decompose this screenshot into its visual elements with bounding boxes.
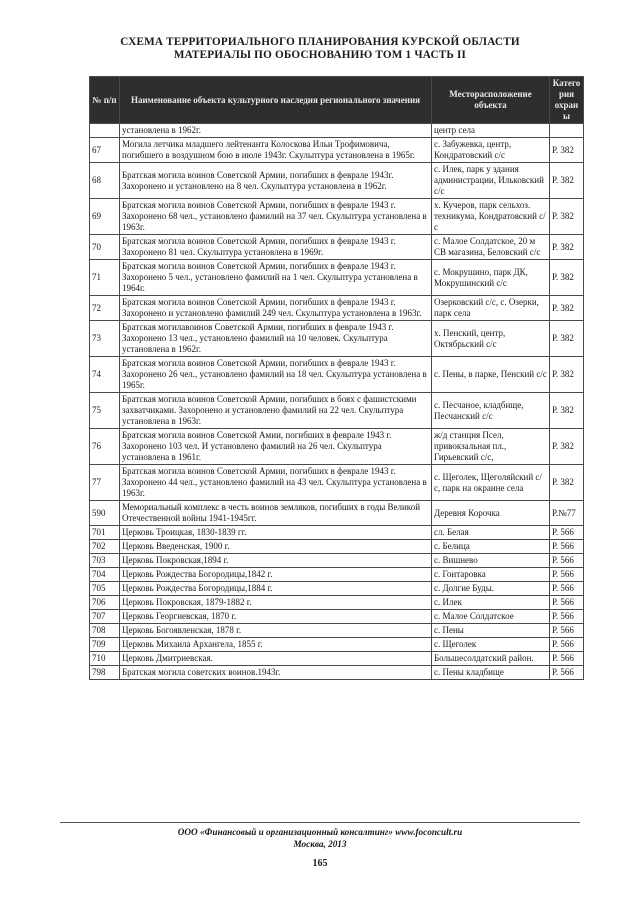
document-title bbox=[60, 36, 580, 62]
object-location-cell: с. Пены bbox=[432, 624, 550, 638]
row-number-cell: 708 bbox=[90, 624, 120, 638]
row-number-cell: 710 bbox=[90, 652, 120, 666]
row-number-cell: 706 bbox=[90, 596, 120, 610]
object-location-cell: с. Малое Солдатское bbox=[432, 610, 550, 624]
table-header-row bbox=[90, 77, 584, 124]
title-line-2: МАТЕРИАЛЫ ПО ОБОСНОВАНИЮ ТОМ 1 ЧАСТЬ II bbox=[173, 49, 467, 61]
row-number-cell: 701 bbox=[90, 526, 120, 540]
object-location-cell: сл. Белая bbox=[432, 526, 550, 540]
protection-category-cell: Р. 566 bbox=[550, 568, 584, 582]
object-location-cell: ж/д станция Псел, привокзальная пл., Гирьевский с/с, bbox=[432, 429, 550, 465]
object-location-cell: с. Илек bbox=[432, 596, 550, 610]
row-number-cell: 75 bbox=[90, 393, 120, 429]
protection-category-cell: Р. 382 bbox=[550, 296, 584, 321]
row-number-cell: 68 bbox=[90, 163, 120, 199]
table-row bbox=[90, 260, 584, 296]
title-line-1: СХЕМА ТЕРРИТОРИАЛЬНОГО ПЛАНИРОВАНИЯ КУРСКОЙ ОБЛАСТИ bbox=[120, 36, 520, 48]
table-row bbox=[90, 199, 584, 235]
object-location-cell: с. Пены, в парке, Пенский с/с bbox=[432, 357, 550, 393]
protection-category-cell: Р. 566 bbox=[550, 554, 584, 568]
object-name-cell: Могила летчика младшего лейтенанта Колоскова Ильи Трофимовича, погибшего в воздушном бою в июле 1943г. Скульптура установлена в 1965г. bbox=[120, 138, 432, 163]
table-row bbox=[90, 321, 584, 357]
object-location-cell: х. Пенский, центр, Октябрьский с/с bbox=[432, 321, 550, 357]
object-name-cell: Братская могила воинов Советской Армии, погибших в боях с фашистскими захватчиками. Захоронено и установлено фамилий на 22 чел. Скульптура установлена в 1963г. bbox=[120, 393, 432, 429]
row-number-cell: 76 bbox=[90, 429, 120, 465]
table-row bbox=[90, 163, 584, 199]
protection-category-cell: Р. 566 bbox=[550, 624, 584, 638]
page-footer bbox=[60, 822, 580, 850]
row-number-cell: 702 bbox=[90, 540, 120, 554]
object-location-cell: с. Забужевка, центр, Кондратовский с/с bbox=[432, 138, 550, 163]
row-number-cell: 705 bbox=[90, 582, 120, 596]
table-row bbox=[90, 638, 584, 652]
protection-category-cell: Р. 382 bbox=[550, 199, 584, 235]
protection-category-cell: Р. 382 bbox=[550, 260, 584, 296]
table-row bbox=[90, 124, 584, 138]
protection-category-cell: Р. 382 bbox=[550, 138, 584, 163]
protection-category-cell: Р. 382 bbox=[550, 393, 584, 429]
object-location-cell: с. Пены кладбище bbox=[432, 666, 550, 680]
row-number-cell: 709 bbox=[90, 638, 120, 652]
protection-category-cell: Р. 382 bbox=[550, 163, 584, 199]
table-row bbox=[90, 501, 584, 526]
table-body bbox=[90, 124, 584, 680]
object-location-cell: Большесолдатский район. bbox=[432, 652, 550, 666]
table-row bbox=[90, 296, 584, 321]
object-location-cell: центр села bbox=[432, 124, 550, 138]
object-name-cell: Братская могилавоинов Советской Армии, погибших в феврале 1943 г. Захоронено 13 чел., установлено фамилий на 10 человек. Скульптура установлена в 1962г. bbox=[120, 321, 432, 357]
protection-category-cell: Р. 382 bbox=[550, 321, 584, 357]
row-number-cell: 704 bbox=[90, 568, 120, 582]
protection-category-cell: Р. 566 bbox=[550, 540, 584, 554]
object-location-cell: с. Вишнево bbox=[432, 554, 550, 568]
table-row bbox=[90, 393, 584, 429]
heritage-objects-table bbox=[89, 76, 584, 680]
row-number-cell bbox=[90, 124, 120, 138]
object-location-cell: с. Мокрушино, парк ДК, Мокрушинский с/с bbox=[432, 260, 550, 296]
object-name-cell: Братская могила воинов Советской Армии, погибших в феврале 1943 г. Захоронено 68 чел., установлено фамилий на 37 чел. Скульптура установлена в 1963г. bbox=[120, 199, 432, 235]
protection-category-cell: Р. 566 bbox=[550, 610, 584, 624]
row-number-cell: 71 bbox=[90, 260, 120, 296]
protection-category-cell: Р. 566 bbox=[550, 526, 584, 540]
table-row bbox=[90, 624, 584, 638]
object-name-cell: Церковь Троицкая, 1830-1839 гг. bbox=[120, 526, 432, 540]
table-row bbox=[90, 138, 584, 163]
object-name-cell: Церковь Богоявленская, 1878 г. bbox=[120, 624, 432, 638]
row-number-cell: 798 bbox=[90, 666, 120, 680]
object-name-cell: Церковь Рождества Богородицы,1884 г. bbox=[120, 582, 432, 596]
protection-category-cell: Р. 566 bbox=[550, 666, 584, 680]
column-header-number: № п/п bbox=[90, 77, 120, 124]
row-number-cell: 70 bbox=[90, 235, 120, 260]
object-location-cell: х. Кучеров, парк сельхоз. техникума, Кондратовский с/с bbox=[432, 199, 550, 235]
protection-category-cell: Р. 382 bbox=[550, 429, 584, 465]
protection-category-cell: Р. 566 bbox=[550, 582, 584, 596]
object-name-cell: Церковь Введенская, 1900 г. bbox=[120, 540, 432, 554]
object-name-cell: Церковь Покровская, 1879-1882 г. bbox=[120, 596, 432, 610]
row-number-cell: 73 bbox=[90, 321, 120, 357]
object-name-cell: Братская могила воинов Советской Армии, погибших в феврале 1943 г. Захоронено 5 чел., установлено фамилий на 1 чел. Скульптура установлена в 1964г. bbox=[120, 260, 432, 296]
row-number-cell: 77 bbox=[90, 465, 120, 501]
row-number-cell: 707 bbox=[90, 610, 120, 624]
object-location-cell: с. Гонтаровка bbox=[432, 568, 550, 582]
table-row bbox=[90, 526, 584, 540]
row-number-cell: 69 bbox=[90, 199, 120, 235]
protection-category-cell: Р. 566 bbox=[550, 638, 584, 652]
object-location-cell: с. Щеголек, Щеголяйский с/с, парк на окраине села bbox=[432, 465, 550, 501]
object-location-cell: с. Илек, парк у здания администрации, Ильковский с/с bbox=[432, 163, 550, 199]
row-number-cell: 72 bbox=[90, 296, 120, 321]
protection-category-cell: Р. 566 bbox=[550, 652, 584, 666]
object-location-cell: с. Песчаное, кладбище, Песчанский с/с bbox=[432, 393, 550, 429]
protection-category-cell: Р. 382 bbox=[550, 465, 584, 501]
table-row bbox=[90, 582, 584, 596]
footer-company: ООО «Финансовый и организационный консалтинг» www.foconcult.ru bbox=[177, 827, 463, 837]
table-row bbox=[90, 429, 584, 465]
protection-category-cell: Р. 382 bbox=[550, 357, 584, 393]
table-row bbox=[90, 596, 584, 610]
object-name-cell: Церковь Рождества Богородицы,1842 г. bbox=[120, 568, 432, 582]
table-row bbox=[90, 540, 584, 554]
object-location-cell: Деревня Корочка bbox=[432, 501, 550, 526]
table-row bbox=[90, 357, 584, 393]
object-name-cell: Братская могила воинов Советской Армии, погибших в феврале 1943 г. Захоронено 81 чел. Скульптура установлена в 1969г. bbox=[120, 235, 432, 260]
row-number-cell: 703 bbox=[90, 554, 120, 568]
object-name-cell: Мемориальный комплекс в честь воинов земляков, погибших в годы Великой Отечественной войны 1941-1945гг. bbox=[120, 501, 432, 526]
protection-category-cell: Р.№77 bbox=[550, 501, 584, 526]
object-name-cell: установлена в 1962г. bbox=[120, 124, 432, 138]
row-number-cell: 67 bbox=[90, 138, 120, 163]
object-location-cell: с. Щеголек bbox=[432, 638, 550, 652]
object-name-cell: Братская могила воинов Советской Армии, погибших в феврале 1943г. Захоронено и установлено на 8 чел. Скульптура установлена в 1962г. bbox=[120, 163, 432, 199]
object-name-cell: Братская могила воинов Советской Армии, погибших в феврале 1943 г. Захоронено и установлено фамилий 249 чел. Скульптура установлена в 1963г. bbox=[120, 296, 432, 321]
protection-category-cell: Р. 566 bbox=[550, 596, 584, 610]
object-name-cell: Церковь Михаила Архангела, 1855 г. bbox=[120, 638, 432, 652]
table-row bbox=[90, 568, 584, 582]
object-name-cell: Церковь Покровская,1894 г. bbox=[120, 554, 432, 568]
row-number-cell: 590 bbox=[90, 501, 120, 526]
column-header-location: Месторасположение объекта bbox=[432, 77, 550, 124]
table-row bbox=[90, 652, 584, 666]
protection-category-cell bbox=[550, 124, 584, 138]
object-location-cell: с. Малое Солдатское, 20 м СВ магазина, Беловский с/с bbox=[432, 235, 550, 260]
row-number-cell: 74 bbox=[90, 357, 120, 393]
footer-city-year: Москва, 2013 bbox=[293, 839, 347, 849]
page-number: 165 bbox=[312, 858, 328, 869]
object-name-cell: Братская могила воинов Советской Армии, погибших в феврале 1943 г. Захоронено 44 чел., установлено фамилий на 43 чел. Скульптура установлена в 1963г. bbox=[120, 465, 432, 501]
object-name-cell: Братская могила воинов Советской Амии, погибших в феврале 1943 г. Захоронено 103 чел. И установлено фамилий на 26 чел. Скульптура установлена в 1961г. bbox=[120, 429, 432, 465]
table-row bbox=[90, 554, 584, 568]
object-name-cell: Церковь Георгиевская, 1870 г. bbox=[120, 610, 432, 624]
object-name-cell: Братская могила воинов Советской Армии, погибших в феврале 1943 г. Захоронено 26 чел., установлено фамилий на 18 чел. Скульптура установлена в 1965г. bbox=[120, 357, 432, 393]
column-header-category: Категория охраны bbox=[550, 77, 584, 124]
table-row bbox=[90, 235, 584, 260]
table-row bbox=[90, 610, 584, 624]
table-row bbox=[90, 666, 584, 680]
object-name-cell: Церковь Дмитриевская. bbox=[120, 652, 432, 666]
column-header-name: Наименование объекта культурного наследия регионального значения bbox=[120, 77, 432, 124]
object-name-cell: Братская могила советских воинов.1943г. bbox=[120, 666, 432, 680]
object-location-cell: с. Долгие Буды. bbox=[432, 582, 550, 596]
protection-category-cell: Р. 382 bbox=[550, 235, 584, 260]
object-location-cell: Озерковский с/с, с. Озерки, парк села bbox=[432, 296, 550, 321]
table-row bbox=[90, 465, 584, 501]
object-location-cell: с. Белица bbox=[432, 540, 550, 554]
